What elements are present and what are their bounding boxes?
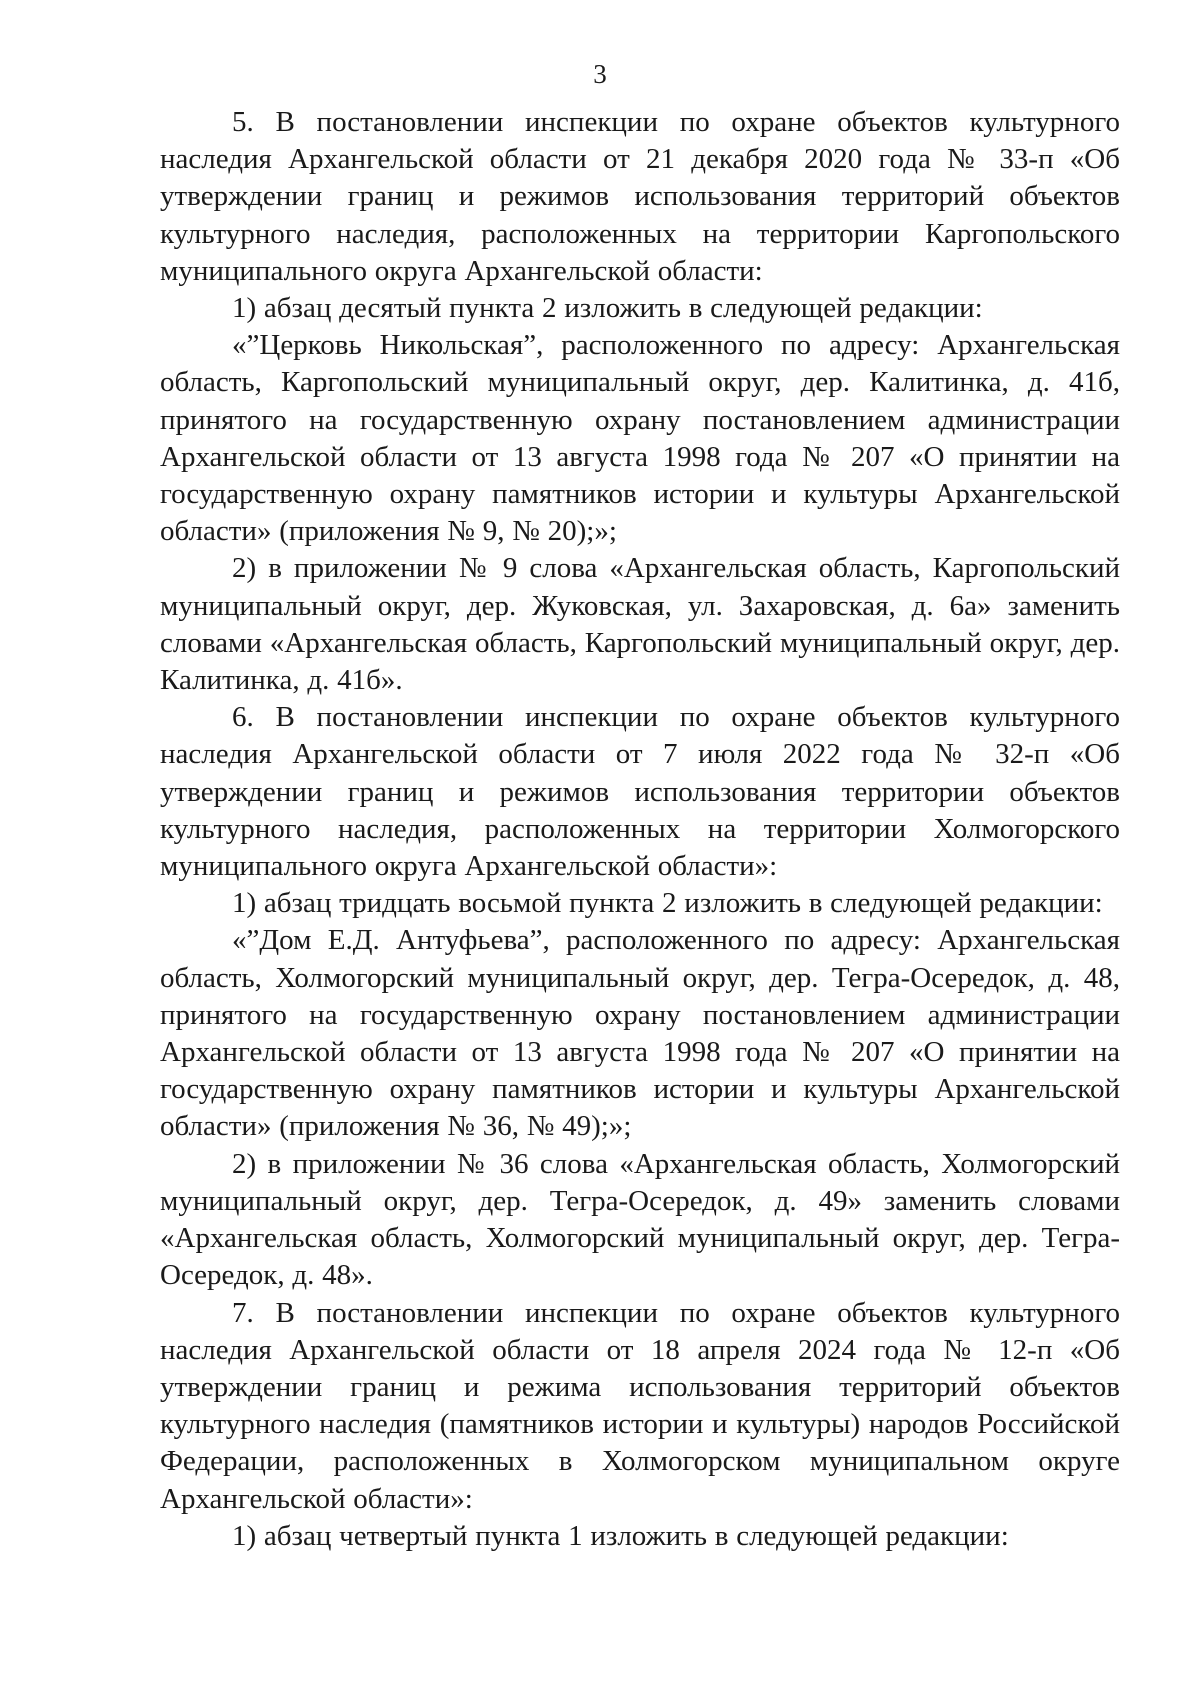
- paragraph-6-item-1: 1) абзац тридцать восьмой пункта 2 изложить в следующей редакции:: [232, 887, 1103, 920]
- page-number: 3: [593, 59, 607, 89]
- paragraph-5-item-2: 2) в приложении № 9 слова «Архангельская область, Каргопольский муниципальный округ, дер. Жуковская, ул. Захаровская, д. 6а» заменить словами «Архангельская область, Каргопольский муниципальный округ, дер. Калитинка, д. 41б».: [160, 552, 1120, 697]
- paragraph-6-item-1-text: «”Дом Е.Д. Антуфьева”, расположенного по адресу: Архангельская область, Холмогорский муниципальный округ, дер. Тегра-Осередок, д. 48, принятого на государственную охрану постановлением администрации Архангельской области от 13 августа 1998 года № 207 «О принятии на государственную охрану памятников истории и культуры Архангельской области» (приложения № 36, № 49);»;: [160, 924, 1120, 1143]
- paragraph-5-item-1-text: «”Церковь Никольская”, расположенного по адресу: Архангельская область, Каргопольский муниципальный округ, дер. Калитинка, д. 41б, принятого на государственную охрану постановлением администрации Архангельской области от 13 августа 1998 года № 207 «О принятии на государственную охрану памятников истории и культуры Архангельской области» (приложения № 9, № 20);»;: [160, 329, 1120, 548]
- paragraph-7: 7. В постановлении инспекции по охране объектов культурного наследия Архангельской области от 18 апреля 2024 года № 12-п «Об утверждении границ и режима использования территорий объектов культурного наследия (памятников истории и культуры) народов Российской Федерации, расположенных в Холмогорском муниципальном округе Архангельской области»:: [160, 1296, 1120, 1515]
- paragraph-5-item-1: 1) абзац десятый пункта 2 изложить в следующей редакции:: [232, 292, 983, 325]
- paragraph-7-item-1: 1) абзац четвертый пункта 1 изложить в следующей редакции:: [232, 1519, 1009, 1552]
- document-body: [160, 104, 1120, 1555]
- paragraph-5: 5. В постановлении инспекции по охране объектов культурного наследия Архангельской области от 21 декабря 2020 года № 33-п «Об утверждении границ и режимов использования территорий объектов культурного наследия, расположенных на территории Каргопольского муниципального округа Архангельской области:: [160, 106, 1120, 287]
- paragraph-6: 6. В постановлении инспекции по охране объектов культурного наследия Архангельской области от 7 июля 2022 года № 32-п «Об утверждении границ и режимов использования территории объектов культурного наследия, расположенных на территории Холмогорского муниципального округа Архангельской области»:: [160, 701, 1120, 883]
- paragraph-6-item-2: 2) в приложении № 36 слова «Архангельская область, Холмогорский муниципальный округ, дер. Тегра-Осередок, д. 49» заменить словами «Архангельская область, Холмогорский муниципальный округ, дер. Тегра-Осередок, д. 48».: [160, 1147, 1120, 1292]
